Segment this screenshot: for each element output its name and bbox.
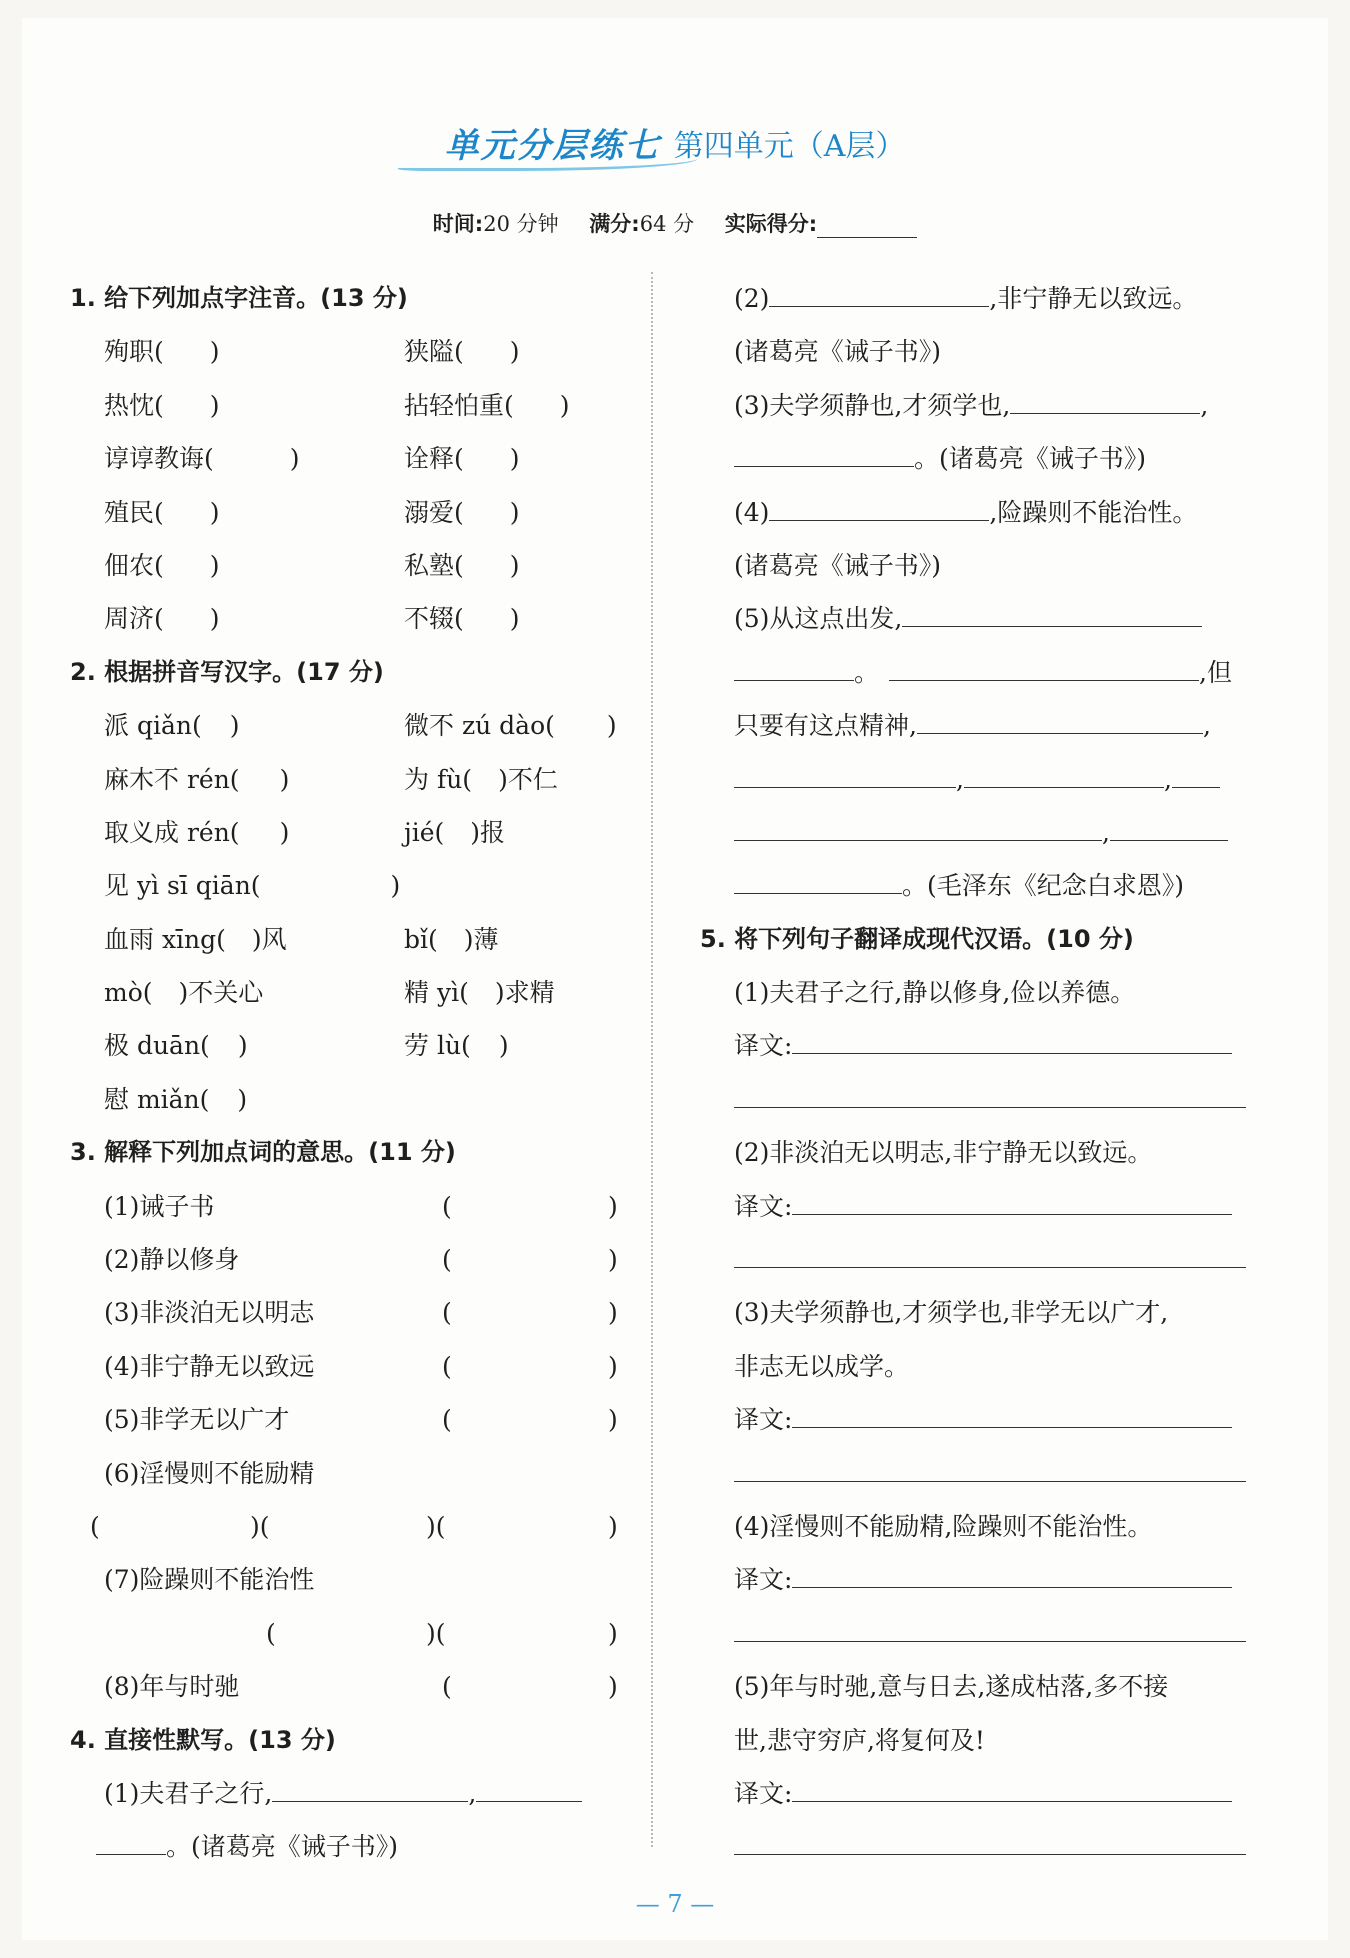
- q4-row: 只要有这点精神, ,: [700, 699, 1225, 752]
- translation-label: 译文:: [734, 1191, 793, 1221]
- q1-title: 1. 给下列加点字注音。(13 分): [70, 284, 408, 312]
- q4-line: (3)夫学须静也,才须学也,: [734, 390, 1011, 420]
- answer-line[interactable]: [964, 757, 1164, 788]
- answer-line[interactable]: [1110, 810, 1228, 841]
- answer-line[interactable]: [792, 1397, 1232, 1428]
- q1-item: 诠释(: [404, 444, 464, 474]
- q5-sentence: 世,悲守穷庐,将复何及!: [734, 1725, 985, 1755]
- q1-item: 拈轻怕重(: [404, 390, 514, 420]
- q4-line: (5)从这点出发,: [734, 604, 903, 634]
- q4-source: 。(诸葛亮《诫子书》): [166, 1832, 399, 1862]
- q5-translation-line: [700, 1447, 1225, 1500]
- q2-row: [70, 913, 630, 966]
- q4-line: (1)夫君子之行,: [104, 1778, 273, 1808]
- q1-item: 狭隘(: [404, 337, 464, 367]
- answer-line[interactable]: [734, 863, 902, 894]
- q5-sentence: 非志无以成学。: [734, 1351, 910, 1381]
- q1-item: 私塾(: [404, 550, 464, 580]
- actual-score-field[interactable]: [817, 217, 917, 238]
- q2-row: 麻木不 rén( ) 为 fù( )不仁: [104, 764, 558, 794]
- q3-item: (8)年与时驰: [104, 1672, 240, 1702]
- q2-item: 为 fù(: [404, 764, 473, 794]
- answer-line[interactable]: [96, 1824, 166, 1855]
- q2-item: jié(: [404, 817, 445, 847]
- time-label: 时间:: [432, 212, 484, 236]
- q4-source: 。(毛泽东《纪念白求恩》): [902, 871, 1185, 901]
- q3-item: (7)险躁则不能治性: [104, 1565, 315, 1595]
- q4-line: 只要有这点精神,: [734, 711, 917, 741]
- q5-title: 5. 将下列句子翻译成现代汉语。(10 分): [700, 924, 1134, 953]
- answer-line[interactable]: [734, 1611, 1246, 1642]
- time-value: 20 分钟: [483, 212, 559, 236]
- q2-suffix: )报: [470, 817, 506, 847]
- q5-translation: [700, 1767, 1225, 1820]
- actual-score-label: 实际得分:: [724, 212, 818, 236]
- q4-row: [700, 539, 1225, 592]
- q4-line: ,但: [1199, 657, 1232, 687]
- q1-item: 殖民(: [104, 497, 164, 527]
- q5-sentence: (1)夫君子之行,静以修身,俭以养德。: [734, 978, 1136, 1008]
- q3-item: (3)非淡泊无以明志: [104, 1298, 315, 1328]
- q2-row: 慰 miǎn( ): [104, 1084, 248, 1114]
- right-column: [700, 272, 1232, 1874]
- answer-line[interactable]: [917, 703, 1203, 734]
- q3-row: (5)非学无以广才 ( ): [104, 1405, 618, 1435]
- q4-line: (4): [734, 497, 770, 527]
- q2-row: 见 yì sī qiān( ): [104, 871, 401, 901]
- q4-row: 。 ,但: [700, 646, 1225, 699]
- q5-translation: [700, 1019, 1225, 1072]
- answer-line[interactable]: [734, 1824, 1246, 1855]
- q2-title: 2. 根据拼音写汉字。(17 分): [70, 657, 384, 686]
- q4-source: (诸葛亮《诫子书》): [734, 550, 942, 580]
- page-number: — 7 —: [635, 1890, 715, 1918]
- q3-item: (6)淫慢则不能励精: [104, 1458, 315, 1488]
- answer-line[interactable]: [734, 1077, 1246, 1108]
- q1-row: 殉职( ) 狭隘( ): [104, 337, 520, 367]
- q4-row: [700, 432, 1225, 485]
- q3-row: (4)非宁静无以致远 ( ): [104, 1351, 618, 1381]
- q3-answer-row: ( )( )( ): [90, 1511, 618, 1541]
- q4-row: [700, 486, 1225, 539]
- answer-line[interactable]: [792, 1771, 1232, 1802]
- score-label: 满分:: [589, 212, 640, 236]
- q3-item: (1)诫子书: [104, 1191, 215, 1221]
- q5-translation-line: [700, 1233, 1225, 1286]
- q1-item: 热忱(: [104, 390, 164, 420]
- q3-item: (5)非学无以广才: [104, 1405, 290, 1435]
- q1-row: 热忱( ) 拈轻怕重( ): [104, 390, 570, 420]
- q4-row: [700, 325, 1225, 378]
- q2-item: 取义成 rén(: [104, 817, 240, 847]
- q1-row: 殖民( ) 溺爱( ): [104, 497, 520, 527]
- q3-row: (8)年与时驰 ( ): [104, 1672, 618, 1702]
- page-title: 单元分层练七: [444, 126, 661, 166]
- q2-item: 极 duān(: [104, 1031, 210, 1061]
- q5-translation: [700, 1180, 1225, 1233]
- q5-sentence: (5)年与时驰,意与日去,遂成枯落,多不接: [734, 1672, 1169, 1702]
- q4-row: ,: [700, 806, 1225, 859]
- q2-suffix: )薄: [463, 924, 499, 954]
- q2-suffix: )不关心: [178, 978, 264, 1008]
- q3-row: (2)静以修身 ( ): [104, 1245, 618, 1275]
- q2-suffix: )风: [251, 924, 287, 954]
- q2-item: 麻木不 rén(: [104, 764, 240, 794]
- page-subtitle: 第四单元（A层）: [673, 128, 906, 164]
- q1-row: 周济( ) 不辍( ): [104, 604, 520, 634]
- q5-translation-line: [700, 1073, 1225, 1126]
- answer-line[interactable]: [272, 1771, 468, 1802]
- score-value: 64 分: [639, 212, 695, 236]
- q1-item: 周济(: [104, 604, 164, 634]
- q4-title: 4. 直接性默写。(13 分): [70, 1725, 336, 1754]
- q4-row: , ,: [700, 753, 1225, 806]
- translation-label: 译文:: [734, 1778, 793, 1808]
- q4-source: (诸葛亮《诫子书》): [734, 337, 942, 367]
- q5-translation: [700, 1393, 1225, 1446]
- q2-item: 慰 miǎn(: [104, 1084, 210, 1114]
- q3-title: 3. 解释下列加点词的意思。(11 分): [70, 1138, 456, 1167]
- q2-row: 取义成 rén( ) jié( )报: [104, 817, 506, 847]
- q2-suffix: )不仁: [498, 764, 558, 794]
- column-divider: [651, 272, 653, 1847]
- q5-sentence: (4)淫慢则不能励精,险躁则不能治性。: [734, 1511, 1153, 1541]
- q2-item: 劳 lù(: [404, 1031, 471, 1061]
- answer-line[interactable]: [792, 1023, 1232, 1054]
- answer-line[interactable]: [734, 650, 854, 681]
- q4-row: (1)夫君子之行, ,: [70, 1767, 630, 1820]
- translation-label: 译文:: [734, 1565, 793, 1595]
- answer-line[interactable]: [792, 1184, 1232, 1215]
- meta-line: [0, 208, 1350, 238]
- q2-item: 血雨 xīng(: [104, 924, 226, 954]
- translation-label: 译文:: [734, 1031, 793, 1061]
- q3-item: (4)非宁静无以致远: [104, 1351, 315, 1381]
- q3-row: (3)非淡泊无以明志 ( ): [104, 1298, 618, 1328]
- translation-label: 译文:: [734, 1405, 793, 1435]
- q4-line: (2): [734, 284, 770, 313]
- q2-row: [70, 966, 630, 1019]
- q2-item: 精 yì(: [404, 978, 469, 1008]
- q2-item: 见 yì sī qiān(: [104, 871, 261, 901]
- answer-line[interactable]: [734, 810, 1102, 841]
- q3-item: (2)静以修身: [104, 1245, 240, 1275]
- q1-row: 谆谆教诲( ) 诠释( ): [104, 444, 520, 474]
- q4-row: [700, 859, 1225, 912]
- q3-answer-row: ( )( ): [266, 1618, 618, 1648]
- answer-line[interactable]: [734, 1237, 1246, 1268]
- q5-translation-line: [700, 1607, 1225, 1660]
- answer-line[interactable]: [889, 650, 1199, 681]
- answer-line[interactable]: [1172, 757, 1220, 788]
- answer-line[interactable]: [734, 1451, 1246, 1482]
- q2-item: 微不 zú dào(: [404, 711, 555, 741]
- answer-line[interactable]: [902, 596, 1202, 627]
- q1-item: 殉职(: [104, 337, 164, 367]
- q2-row: 派 qiǎn( ) 微不 zú dào( ): [104, 711, 617, 741]
- q4-row: [700, 592, 1225, 645]
- q2-item: mò(: [104, 978, 153, 1008]
- q4-row: [70, 1820, 630, 1873]
- q5-sentence: (2)非淡泊无以明志,非宁静无以致远。: [734, 1138, 1153, 1168]
- answer-line[interactable]: [734, 757, 956, 788]
- q2-suffix: )求精: [494, 978, 555, 1008]
- q1-row: 佃农( ) 私塾( ): [104, 550, 520, 580]
- answer-line[interactable]: [476, 1771, 582, 1802]
- q2-item: 派 qiǎn(: [104, 711, 202, 741]
- answer-line[interactable]: [734, 436, 914, 467]
- q1-item: 溺爱(: [404, 497, 464, 527]
- q4-row: [700, 272, 1225, 325]
- q3-row: (1)诫子书 ( ): [104, 1191, 618, 1221]
- q2-row: 极 duān( ) 劳 lù( ): [104, 1031, 509, 1061]
- q1-item: 佃农(: [104, 550, 164, 580]
- q2-item: bǐ(: [404, 924, 438, 954]
- left-column: [70, 272, 630, 1874]
- header: [0, 118, 1350, 167]
- q1-item: 谆谆教诲(: [104, 444, 214, 474]
- q3-row: [70, 1447, 630, 1500]
- answer-line[interactable]: [1010, 383, 1200, 414]
- q4-line: ,非宁静无以致远。: [989, 284, 1198, 313]
- q4-row: (3)夫学须静也,才须学也, ,: [700, 379, 1225, 432]
- answer-line[interactable]: [792, 1557, 1232, 1588]
- q4-line: ,险躁则不能治性。: [989, 497, 1198, 527]
- q1-item: 不辍(: [404, 604, 464, 634]
- q5-translation: [700, 1553, 1225, 1606]
- answer-line[interactable]: [769, 276, 989, 307]
- q5-sentence: (3)夫学须静也,才须学也,非学无以广才,: [734, 1298, 1169, 1328]
- q5-translation-line: [700, 1820, 1225, 1873]
- q4-source: 。(诸葛亮《诫子书》): [914, 444, 1147, 474]
- answer-line[interactable]: [769, 490, 989, 521]
- q3-row: [70, 1553, 630, 1606]
